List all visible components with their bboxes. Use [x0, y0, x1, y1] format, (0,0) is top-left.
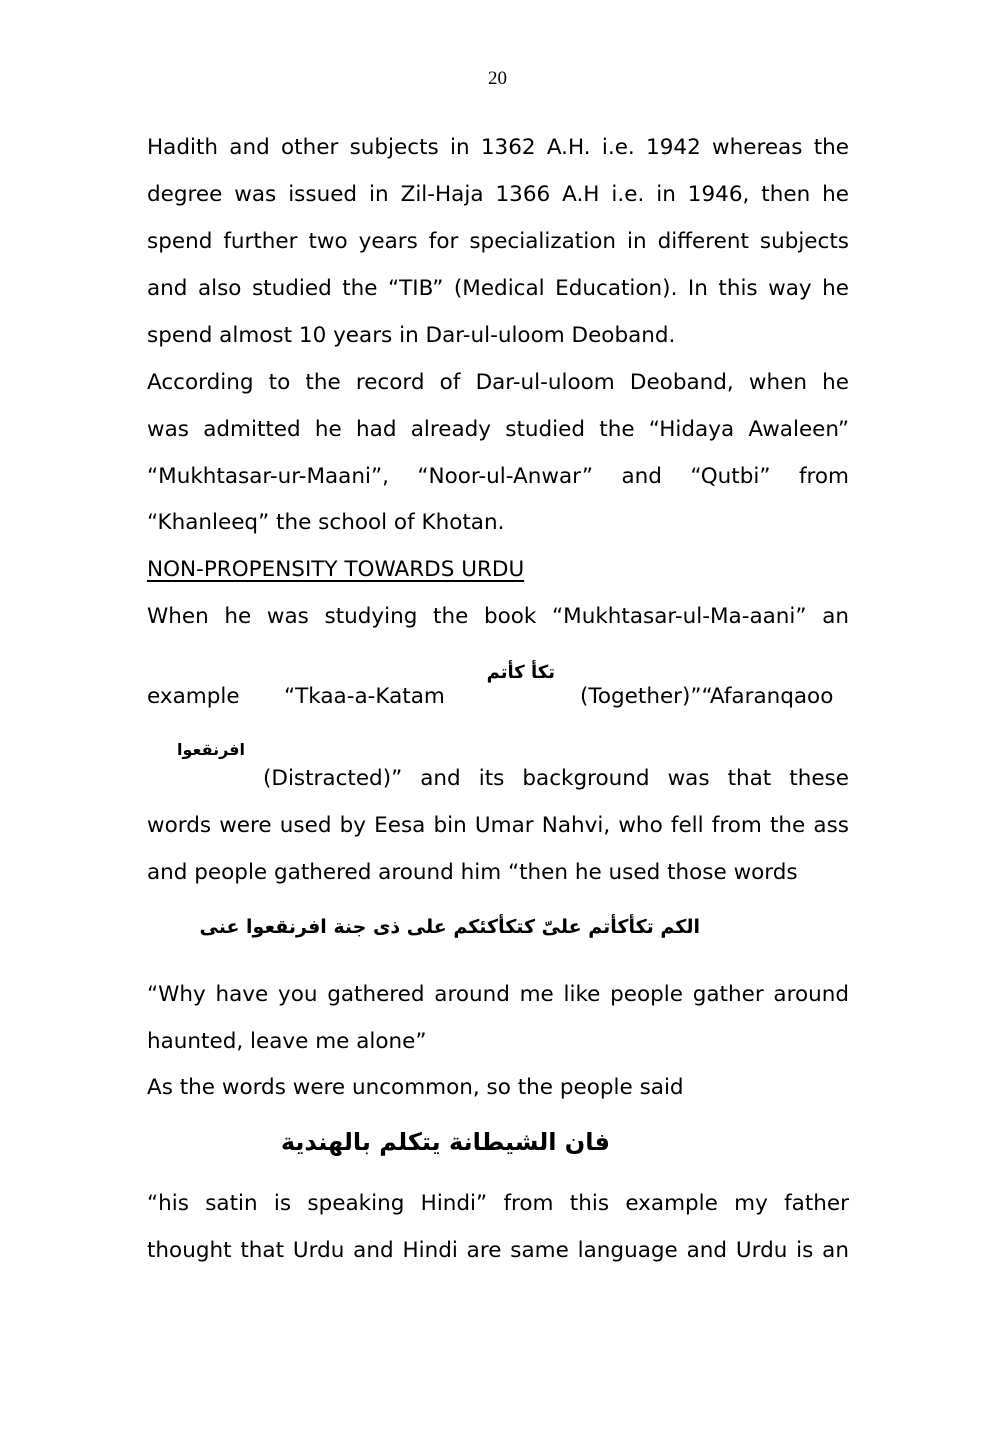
arabic-word: تكأ كأتم [486, 662, 555, 683]
body-line: “Mukhtasar-ur-Maani”, “Noor-ul-Anwar” and “Qutbi” from [147, 464, 849, 489]
body-line: (Together)”“Afaranqaoo [580, 684, 834, 709]
section-heading: NON-PROPENSITY TOWARDS URDU [147, 557, 525, 582]
body-line: When he was studying the book “Mukhtasar-ul-Ma-aani” an [147, 604, 849, 629]
body-line: “Tkaa-a-Katam [284, 684, 445, 709]
body-line: degree was issued in Zil-Haja 1366 A.H i.e. in 1946, then he [147, 182, 849, 207]
body-line: “his satin is speaking Hindi” from this example my father [147, 1191, 849, 1216]
body-line: (Distracted)” and its background was that these [263, 766, 849, 791]
body-line: Hadith and other subjects in 1362 A.H. i.e. 1942 whereas the [147, 135, 849, 160]
body-line: haunted, leave me alone” [147, 1029, 427, 1054]
body-line: words were used by Eesa bin Umar Nahvi, who fell from the ass [147, 813, 849, 838]
body-line: example [147, 684, 240, 709]
page-number: 20 [488, 68, 507, 89]
body-line: and people gathered around him “then he used those words [147, 860, 798, 885]
arabic-quote: فان الشيطانة يتكلم بالهندية [280, 1128, 610, 1156]
body-line: “Why have you gathered around me like people gather around [147, 982, 849, 1007]
body-line: “Khanleeq” the school of Khotan. [147, 510, 505, 535]
arabic-word: افرنقعوا [177, 740, 245, 759]
arabic-quote: الكم تكأكأتم علىّ كتكأكئكم على ذى جنة افرنقعوا عنى [199, 916, 700, 938]
body-line: thought that Urdu and Hindi are same language and Urdu is an [147, 1238, 849, 1263]
body-line: As the words were uncommon, so the people said [147, 1075, 684, 1100]
body-line: spend further two years for specialization in different subjects [147, 229, 849, 254]
body-line: was admitted he had already studied the “Hidaya Awaleen” [147, 417, 849, 442]
body-line: spend almost 10 years in Dar-ul-uloom Deoband. [147, 323, 676, 348]
body-line: and also studied the “TIB” (Medical Education). In this way he [147, 276, 849, 301]
body-line: According to the record of Dar-ul-uloom Deoband, when he [147, 370, 849, 395]
